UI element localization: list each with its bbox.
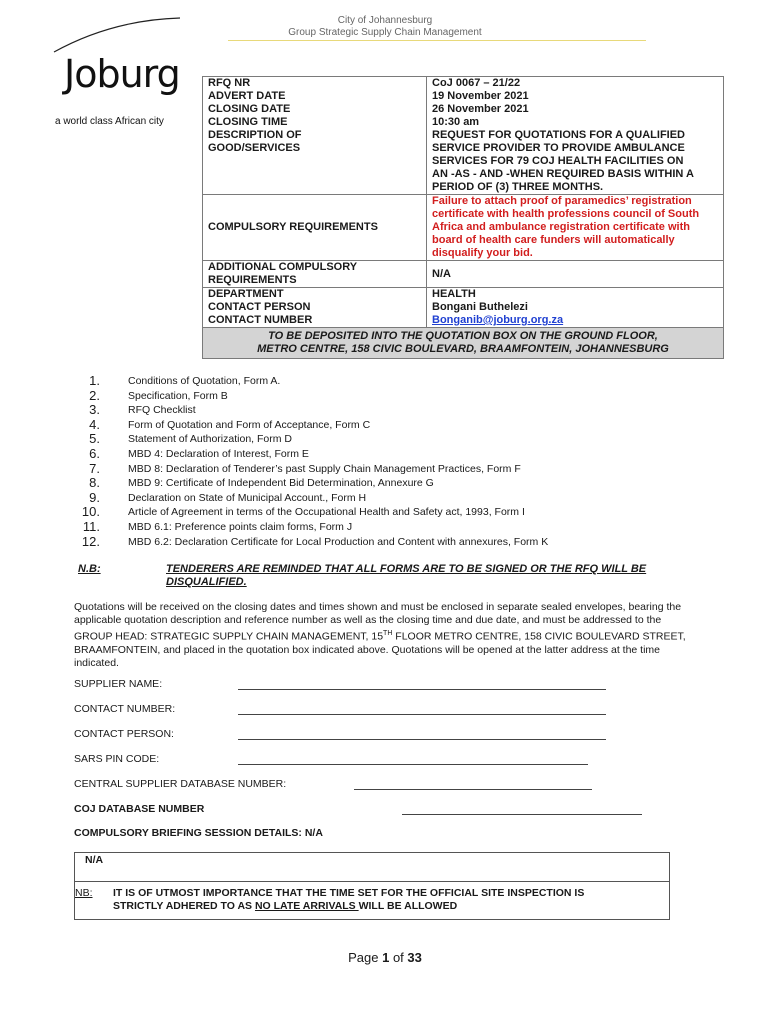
para-text-a: Quotations will be received on the closing dates and times shown and must be enclosed in separate sealed envelopes, bearing the applicable quotation description and reference number as well as the closing time and due date, and must be addressed to the GROUP HEAD: STRATEGIC SUPPLY CHAIN MANAGEMENT, 15 [74, 601, 682, 643]
contact-person-value: Bongani Buthelezi [432, 301, 528, 313]
briefing-nb-label: NB: [75, 887, 93, 899]
nb-notice [78, 563, 647, 588]
contact-email-link[interactable]: Bonganib@joburg.org.za [432, 314, 564, 326]
list-item-number: 4. [89, 416, 100, 432]
additional-value: N/A [427, 261, 724, 288]
contact-person-line[interactable] [238, 739, 606, 740]
table-row [203, 328, 724, 359]
rfq-nr-label: RFQ NR [208, 77, 251, 89]
rfq-details-table [202, 76, 724, 359]
coj-database-line[interactable] [402, 814, 642, 815]
briefing-msg-line1: IT IS OF UTMOST IMPORTANCE THAT THE TIME SET FOR THE OFFICIAL SITE INSPECTION IS [113, 887, 585, 899]
list-item-text: RFQ Checklist [128, 404, 196, 417]
closing-time-label: CLOSING TIME [208, 116, 288, 128]
sars-pin-label: SARS PIN CODE: [74, 753, 160, 765]
list-item-number: 7. [89, 460, 100, 476]
briefing-msg-c: WILL BE ALLOWED [358, 900, 458, 912]
list-item-number: 9. [89, 489, 100, 505]
description-label: DESCRIPTION OF GOOD/SERVICES [208, 129, 302, 154]
advert-date-label: ADVERT DATE [208, 90, 286, 102]
list-item-number: 2. [89, 387, 100, 403]
para-text-b: FLOOR METRO CENTRE, 158 CIVIC BOULEVARD STREET, BRAAMFONTEIN, and placed in the quotation box indicated above. Quotations will be opened at the latter address at the time indicated. [74, 630, 686, 669]
para-sup: TH [383, 630, 393, 637]
list-item-number: 12. [81, 533, 100, 549]
table-row [203, 195, 724, 261]
additional-label: ADDITIONAL COMPULSORY REQUIREMENTS [203, 261, 427, 288]
list-item-text: MBD 6.2: Declaration Certificate for Local Production and Content with annexures, Form K [128, 535, 549, 548]
list-item-text: MBD 9: Certificate of Independent Bid Determination, Annexure G [128, 477, 434, 490]
deposit-instruction-line1: TO BE DEPOSITED INTO THE QUOTATION BOX ON THE GROUND FLOOR, [268, 330, 658, 342]
header-rule [228, 40, 646, 41]
list-item-number: 5. [89, 431, 100, 447]
supplier-name-label: SUPPLIER NAME: [74, 678, 163, 690]
list-item-number: 11. [82, 518, 100, 534]
logo-arc-icon [52, 14, 192, 54]
briefing-msg-b: NO LATE ARRIVALS [254, 900, 359, 912]
list-item-text: MBD 6.1: Preference points claim forms, Form J [128, 520, 353, 533]
list-item-text: Conditions of Quotation, Form A. [128, 375, 281, 387]
quotation-instructions [74, 601, 698, 670]
closing-date-value: 26 November 2021 [432, 103, 529, 115]
briefing-box [74, 852, 670, 920]
briefing-divider [75, 881, 669, 882]
list-item-number: 1. [89, 373, 100, 388]
header-org-name: City of Johannesburg [337, 15, 433, 26]
closing-date-label: CLOSING DATE [208, 103, 291, 115]
contact-number-line[interactable] [238, 714, 606, 715]
list-item-text: Specification, Form B [128, 389, 228, 402]
list-item-text: MBD 4: Declaration of Interest, Form E [128, 447, 309, 460]
list-item-number: 10. [81, 504, 100, 520]
closing-time-value: 10:30 am [432, 116, 480, 128]
list-item-text: Form of Quotation and Form of Acceptance, Form C [128, 418, 371, 431]
nb-text: TENDERERS ARE REMINDED THAT ALL FORMS ARE TO BE SIGNED OR THE RFQ WILL BE DISQUALIFIED. [166, 563, 647, 588]
compulsory-value: Failure to attach proof of paramedics’ registration certificate with health professions council of South Africa and ambulance registration certificate with board of health care funders will automatically disqualify your bid. [427, 195, 724, 261]
briefing-na: N/A [85, 854, 104, 866]
table-row [203, 77, 724, 195]
logo-tagline: a world class African city [55, 116, 164, 127]
table-row [203, 261, 724, 288]
contact-number-label: CONTACT NUMBER [208, 314, 313, 326]
coj-database-label: COJ DATABASE NUMBER [74, 803, 205, 815]
briefing-label: COMPULSORY BRIEFING SESSION DETAILS: N/A [74, 827, 323, 839]
contact-person-field-label: CONTACT PERSON: [74, 728, 174, 740]
joburg-logo: Joburg [64, 52, 180, 96]
csd-number-line[interactable] [354, 789, 592, 790]
list-item-text: MBD 8: Declaration of Tenderer’s past Supply Chain Management Practices, Form F [128, 462, 521, 475]
list-item-number: 8. [89, 475, 100, 491]
supplier-name-line[interactable] [238, 689, 606, 690]
list-item-number: 6. [89, 445, 100, 461]
briefing-msg-a: STRICTLY ADHERED TO AS [113, 900, 255, 912]
csd-number-label: CENTRAL SUPPLIER DATABASE NUMBER: [74, 778, 287, 790]
nb-label: N.B: [78, 563, 101, 575]
page-total: 33 [407, 950, 422, 965]
list-item-number: 3. [89, 402, 100, 418]
contact-person-label: CONTACT PERSON [208, 301, 311, 313]
compulsory-label: COMPULSORY REQUIREMENTS [203, 195, 427, 261]
department-label: DEPARTMENT [208, 288, 284, 300]
rfq-nr-value: CoJ 0067 – 21/22 [432, 77, 521, 89]
advert-date-value: 19 November 2021 [432, 90, 529, 102]
page-current: 1 [382, 950, 390, 965]
list-item-text: Statement of Authorization, Form D [128, 433, 292, 446]
sars-pin-line[interactable] [238, 764, 588, 765]
page-number [0, 950, 770, 965]
department-value: HEALTH [432, 288, 476, 300]
contact-number-field-label: CONTACT NUMBER: [74, 703, 176, 715]
page-of: of [389, 950, 408, 965]
list-item-text: Article of Agreement in terms of the Occupational Health and Safety act, 1993, Form I [128, 506, 525, 519]
page-word: Page [348, 950, 383, 965]
header-dept-name: Group Strategic Supply Chain Management [288, 27, 482, 38]
table-row [203, 288, 724, 328]
briefing-message [113, 887, 584, 913]
list-item-text: Declaration on State of Municipal Account., Form H [128, 491, 367, 504]
deposit-instruction-line2: METRO CENTRE, 158 CIVIC BOULEVARD, BRAAMFONTEIN, JOHANNESBURG [257, 343, 669, 355]
description-value: REQUEST FOR QUOTATIONS FOR A QUALIFIED SERVICE PROVIDER TO PROVIDE AMBULANCE SERVICES FOR 79 COJ HEALTH FACILITIES ON AN -AS - AND -WHEN REQUIRED BASIS WITHIN A PERIOD OF (3) THREE MONTHS. [432, 129, 694, 193]
